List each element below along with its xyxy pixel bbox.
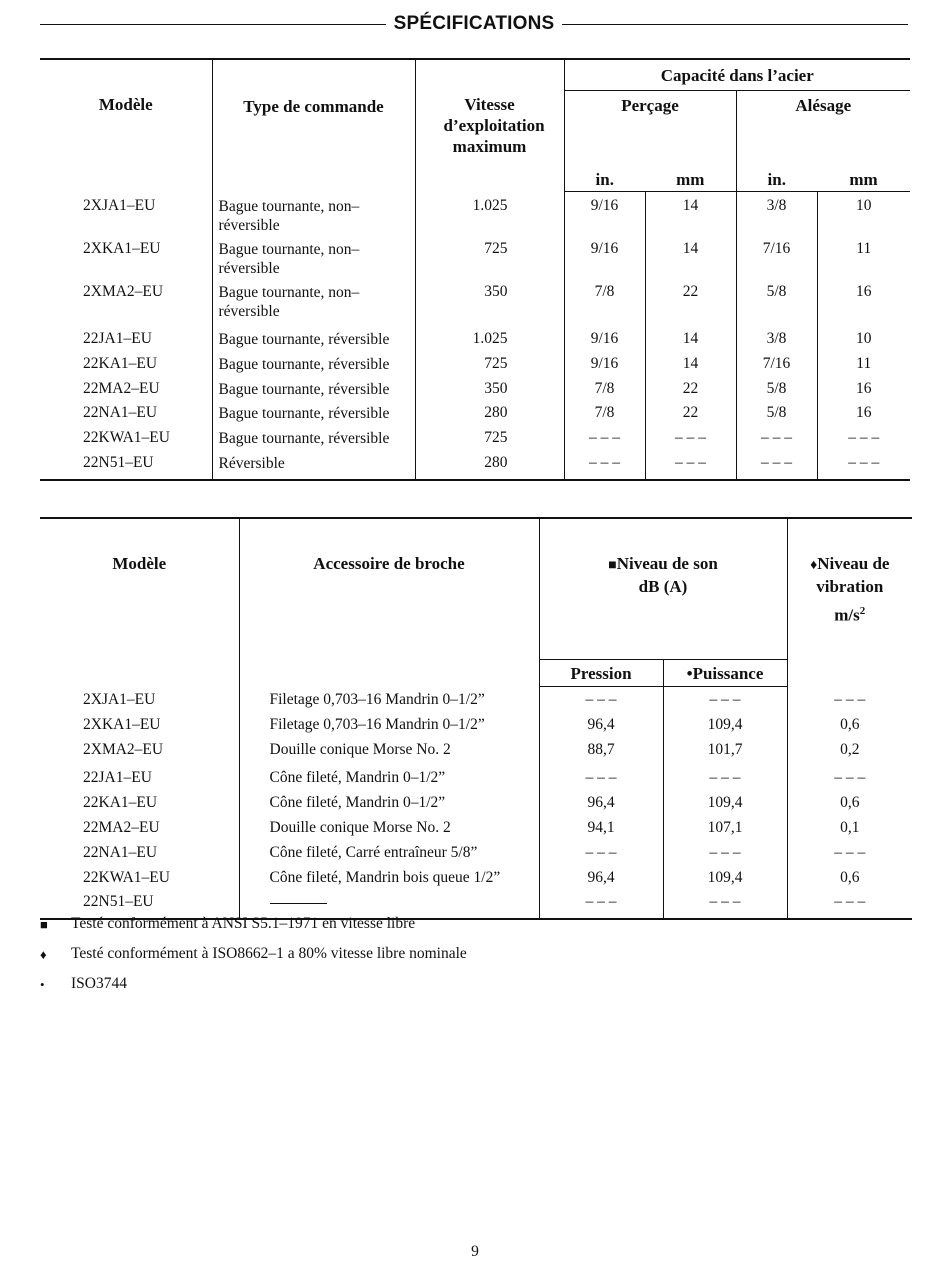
cell-bore-mm: 16	[817, 380, 910, 405]
cell-speed: 1.025	[415, 192, 564, 241]
cell-pressure: 96,4	[539, 716, 663, 741]
cell-model: 22KWA1–EU	[83, 868, 170, 886]
cell-bore-mm: 16	[817, 283, 910, 326]
square-bullet-icon: ■	[608, 558, 617, 573]
cell-pressure: – – –	[539, 893, 663, 919]
cell-command: Bague tournante, réversible	[212, 355, 415, 380]
cell-bore-mm: – – –	[817, 429, 910, 454]
dot-bullet-icon: •	[686, 663, 693, 683]
cell-drill-in: 7/8	[564, 380, 645, 405]
cell-bore-in: 5/8	[736, 380, 817, 405]
cell-bore-in: – – –	[736, 429, 817, 454]
cell-model: 22NA1–EU	[83, 843, 158, 861]
table-row	[40, 765, 912, 794]
diamond-bullet-icon: ♦	[810, 558, 818, 573]
cell-accessory: Cône fileté, Mandrin 0–1/2”	[239, 794, 539, 819]
table-row	[40, 326, 910, 355]
cell-drill-mm: 22	[645, 380, 736, 405]
cell-drill-mm: 14	[645, 192, 736, 241]
cell-vibration: – – –	[787, 687, 912, 716]
cell-model: 2XMA2–EU	[83, 283, 164, 300]
footnote-item	[40, 915, 900, 945]
header-model: Modèle	[112, 554, 167, 573]
cell-bore-mm: – – –	[817, 454, 910, 480]
table-row	[40, 716, 912, 741]
cell-accessory: Cône fileté, Carré entraîneur 5/8”	[239, 844, 539, 869]
cell-bore-mm: 11	[817, 240, 910, 283]
cell-drill-in: – – –	[564, 429, 645, 454]
header-power	[663, 660, 787, 687]
table-row	[40, 192, 910, 241]
heading-rule-left	[40, 24, 386, 25]
cell-speed: 725	[415, 240, 564, 283]
cell-power: – – –	[663, 765, 787, 794]
cell-vibration: 0,6	[787, 869, 912, 894]
cell-vibration: – – –	[787, 844, 912, 869]
cell-power: – – –	[663, 687, 787, 716]
cell-power: 107,1	[663, 819, 787, 844]
cell-bore-in: 7/16	[736, 240, 817, 283]
footnote-item	[40, 975, 900, 1005]
cell-speed: 350	[415, 283, 564, 326]
cell-vibration: 0,6	[787, 716, 912, 741]
cell-command: Bague tournante, non–réversible	[212, 192, 415, 241]
accessories-noise-table	[40, 517, 912, 920]
table-row	[40, 687, 912, 716]
cell-accessory: Douille conique Morse No. 2	[239, 741, 539, 766]
table-row	[40, 794, 912, 819]
header-vib-unit-exponent: 2	[859, 605, 866, 617]
cell-command: Bague tournante, réversible	[212, 326, 415, 355]
cell-accessory: Filetage 0,703–16 Mandrin 0–1/2”	[239, 687, 539, 716]
table-row	[40, 283, 910, 326]
cell-pressure: 96,4	[539, 794, 663, 819]
header-sound-line2: dB (A)	[638, 577, 688, 596]
cell-bore-in: 7/16	[736, 355, 817, 380]
page-number: 9	[471, 1243, 479, 1260]
table-row	[40, 819, 912, 844]
header-steel-capacity: Capacité dans l’acier	[564, 59, 910, 91]
cell-model: 2XJA1–EU	[83, 690, 156, 708]
header-drilling-mm: mm	[645, 169, 736, 192]
cell-model: 22N51–EU	[83, 893, 154, 911]
cell-model: 2XJA1–EU	[83, 196, 156, 214]
cell-power: 109,4	[663, 869, 787, 894]
header-boring-mm: mm	[817, 169, 910, 192]
cell-command: Bague tournante, non–réversible	[212, 240, 415, 283]
cell-drill-in: 9/16	[564, 326, 645, 355]
header-power-label: Puissance	[692, 663, 764, 683]
header-sound-level	[539, 518, 787, 660]
cell-pressure: 96,4	[539, 869, 663, 894]
cell-bore-in: 3/8	[736, 326, 817, 355]
cell-accessory: Douille conique Morse No. 2	[239, 819, 539, 844]
cell-power: – – –	[663, 893, 787, 919]
cell-model: 22MA2–EU	[83, 818, 160, 836]
cell-drill-mm: – – –	[645, 454, 736, 480]
cell-power: 101,7	[663, 741, 787, 766]
cell-command: Bague tournante, non–réversible	[212, 283, 415, 326]
cell-bore-mm: 10	[817, 192, 910, 241]
cell-model: 22NA1–EU	[83, 404, 158, 422]
cell-speed: 725	[415, 429, 564, 454]
dot-bullet-icon: •	[40, 977, 45, 992]
cell-drill-in: 7/8	[564, 283, 645, 326]
header-vibration-level	[787, 518, 912, 687]
cell-speed: 280	[415, 454, 564, 480]
cell-drill-mm: 22	[645, 283, 736, 326]
footnote-item	[40, 945, 900, 975]
cell-model: 22N51–EU	[83, 453, 154, 471]
table-row	[40, 355, 910, 380]
cell-command: Bague tournante, réversible	[212, 380, 415, 405]
table-row	[40, 869, 912, 894]
cell-bore-in: – – –	[736, 454, 817, 480]
diamond-bullet-icon: ♦	[40, 947, 47, 962]
header-pressure: Pression	[539, 660, 663, 687]
cell-model: 2XMA2–EU	[83, 740, 164, 758]
footnote-text: ISO3744	[71, 975, 127, 992]
cell-vibration: – – –	[787, 765, 912, 794]
header-sound-line1: Niveau de son	[616, 554, 718, 573]
table-row	[40, 454, 910, 480]
header-drilling: Perçage	[564, 91, 736, 170]
table-row	[40, 741, 912, 766]
cell-vibration: – – –	[787, 893, 912, 919]
cell-speed: 350	[415, 380, 564, 405]
cell-model: 22MA2–EU	[83, 379, 160, 397]
cell-pressure: – – –	[539, 765, 663, 794]
footnote-text: Testé conformément à ANSI S5.1–1971 en vitesse libre	[71, 915, 416, 932]
cell-vibration: 0,1	[787, 819, 912, 844]
cell-drill-in: 9/16	[564, 355, 645, 380]
cell-pressure: – – –	[539, 687, 663, 716]
cell-drill-in: 7/8	[564, 404, 645, 429]
cell-drill-in: 9/16	[564, 192, 645, 241]
cell-power: 109,4	[663, 794, 787, 819]
header-max-speed: Vitesse d’exploitation maximum	[415, 59, 564, 192]
header-vib-unit: m/s	[834, 605, 860, 625]
header-model: Modèle	[98, 95, 153, 114]
cell-bore-in: 5/8	[736, 404, 817, 429]
header-command-type: Type de commande	[212, 59, 415, 192]
cell-bore-in: 3/8	[736, 192, 817, 241]
cell-drill-mm: 22	[645, 404, 736, 429]
cell-accessory: Cône fileté, Mandrin 0–1/2”	[239, 765, 539, 794]
cell-drill-mm: 14	[645, 355, 736, 380]
square-bullet-icon: ■	[40, 917, 48, 932]
cell-vibration: 0,2	[787, 741, 912, 766]
cell-bore-mm: 16	[817, 404, 910, 429]
footnotes	[40, 915, 900, 1005]
cell-vibration: 0,6	[787, 794, 912, 819]
empty-accessory-line	[270, 903, 327, 904]
cell-pressure: 94,1	[539, 819, 663, 844]
cell-speed: 725	[415, 355, 564, 380]
page-title: SPÉCIFICATIONS	[393, 13, 555, 34]
footnote-text: Testé conformément à ISO8662–1 a 80% vitesse libre nominale	[71, 945, 467, 962]
cell-bore-in: 5/8	[736, 283, 817, 326]
cell-accessory: Cône fileté, Mandrin bois queue 1/2”	[239, 869, 539, 894]
page-heading	[40, 10, 908, 38]
cell-drill-mm: 14	[645, 240, 736, 283]
cell-command: Bague tournante, réversible	[212, 429, 415, 454]
cell-bore-mm: 11	[817, 355, 910, 380]
table-row	[40, 429, 910, 454]
cell-command: Bague tournante, réversible	[212, 404, 415, 429]
cell-drill-in: 9/16	[564, 240, 645, 283]
table-row	[40, 404, 910, 429]
cell-model: 2XKA1–EU	[83, 240, 161, 257]
cell-speed: 1.025	[415, 326, 564, 355]
cell-command: Réversible	[212, 454, 415, 480]
cell-power: – – –	[663, 844, 787, 869]
cell-model: 22JA1–EU	[83, 330, 152, 347]
cell-speed: 280	[415, 404, 564, 429]
cell-drill-mm: – – –	[645, 429, 736, 454]
header-boring: Alésage	[736, 91, 910, 170]
cell-model: 22KWA1–EU	[83, 429, 170, 447]
header-vib-line1: Niveau de	[817, 554, 890, 573]
cell-pressure: 88,7	[539, 741, 663, 766]
cell-pressure: – – –	[539, 844, 663, 869]
header-drilling-in: in.	[564, 169, 645, 192]
header-boring-in: in.	[736, 169, 817, 192]
table-row	[40, 240, 910, 283]
cell-model: 22JA1–EU	[83, 769, 152, 787]
specifications-table	[40, 58, 910, 481]
cell-model: 22KA1–EU	[83, 794, 158, 812]
header-spindle-accessory: Accessoire de broche	[239, 518, 539, 687]
cell-drill-in: – – –	[564, 454, 645, 480]
cell-power: 109,4	[663, 716, 787, 741]
table-row	[40, 380, 910, 405]
cell-bore-mm: 10	[817, 326, 910, 355]
cell-drill-mm: 14	[645, 326, 736, 355]
cell-model: 22KA1–EU	[83, 354, 158, 372]
cell-model: 2XKA1–EU	[83, 715, 161, 733]
cell-accessory: Filetage 0,703–16 Mandrin 0–1/2”	[239, 716, 539, 741]
table-row	[40, 844, 912, 869]
heading-rule-right	[562, 24, 908, 25]
header-vib-line2: vibration	[816, 577, 884, 596]
